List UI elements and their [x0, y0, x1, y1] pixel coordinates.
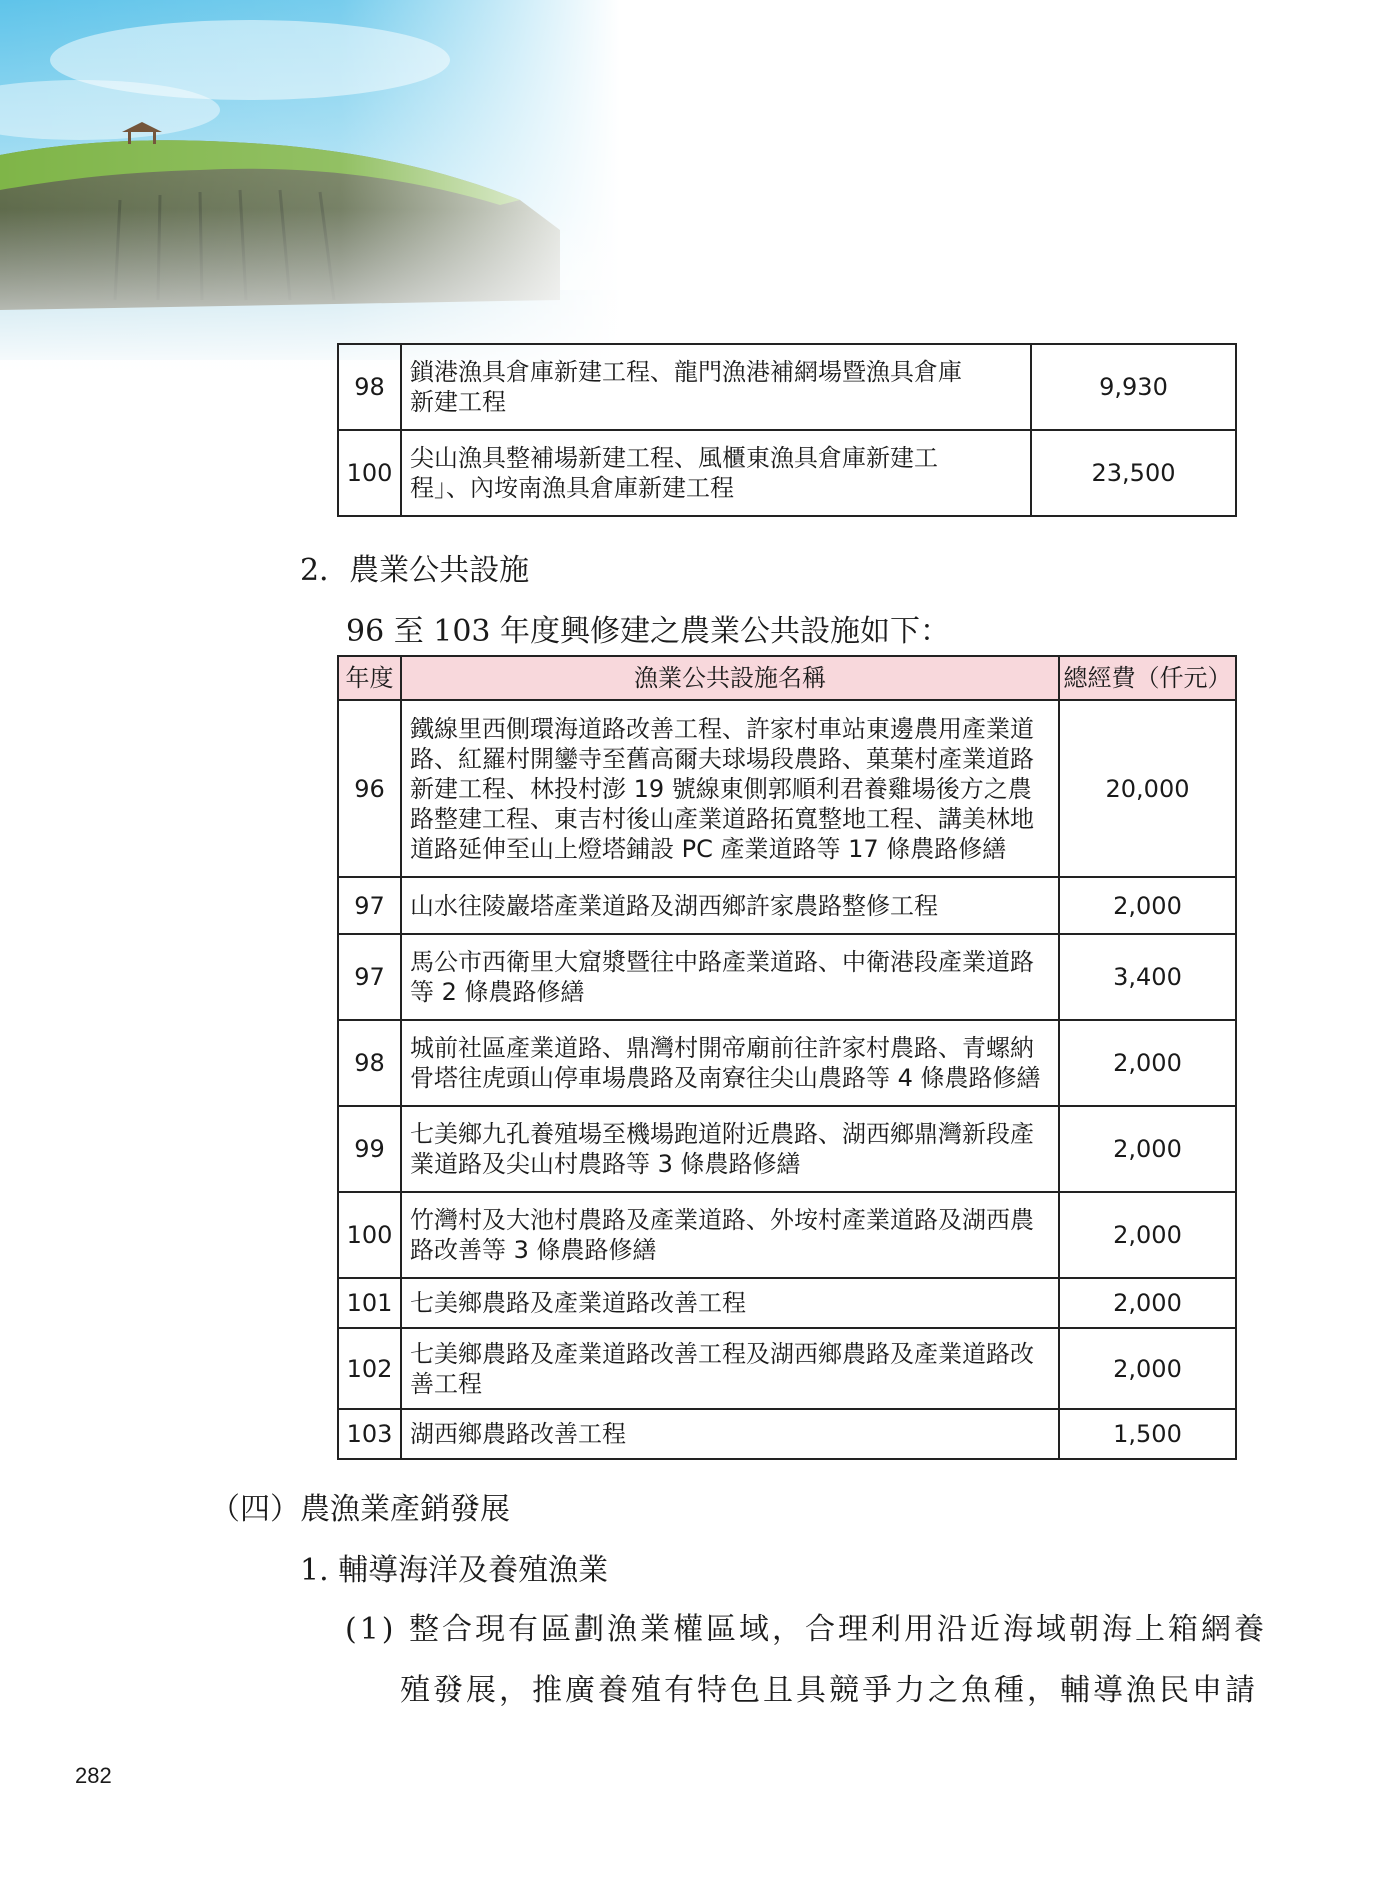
table-row — [338, 430, 1236, 516]
section-intro-text: 96 至 103 年度興修建之農業公共設施如下： — [346, 614, 951, 649]
cell-name-line: 山水往陵巖塔產業道路及湖西鄉許家農路整修工程 — [410, 891, 938, 920]
cell-facility-name — [401, 1328, 1059, 1409]
cell-name-line: 七美鄉農路及產業道路改善工程及湖西鄉農路及產業道路改 — [410, 1339, 1034, 1368]
cell-name-line: 新建工程 — [410, 388, 506, 416]
cell-amount: 9,930 — [1031, 344, 1236, 430]
header-amount: 總經費（仟元） — [1059, 656, 1236, 700]
cell-name-line: 骨塔往虎頭山停車場農路及南寮往尖山農路等 4 條農路修繕 — [410, 1064, 1041, 1092]
cell-year: 102 — [338, 1328, 401, 1409]
cell-facility-name — [401, 934, 1059, 1020]
cell-amount: 2,000 — [1059, 1328, 1236, 1409]
cell-facility-name — [401, 1106, 1059, 1192]
cell-amount: 2,000 — [1059, 1192, 1236, 1278]
cell-amount: 3,400 — [1059, 934, 1236, 1020]
table-row — [338, 1106, 1236, 1192]
table-header-row — [338, 656, 1236, 700]
cell-amount: 2,000 — [1059, 1020, 1236, 1106]
cell-amount: 2,000 — [1059, 877, 1236, 934]
cell-year: 100 — [338, 430, 401, 516]
cell-name-line: 馬公市西衛里大窟漿暨往中路產業道路、中衛港段產業道路 — [410, 948, 1034, 976]
cell-amount: 2,000 — [1059, 1278, 1236, 1328]
table-row — [338, 344, 1236, 430]
cell-name-line: 路改善等 3 條農路修繕 — [410, 1236, 657, 1264]
cell-amount: 2,000 — [1059, 1106, 1236, 1192]
cell-amount: 1,500 — [1059, 1409, 1236, 1459]
table-row — [338, 1020, 1236, 1106]
table-row — [338, 1409, 1236, 1459]
cell-name-line: 城前社區產業道路、鼎灣村開帝廟前往許家村農路、青螺納 — [410, 1034, 1034, 1062]
cell-facility-name — [401, 344, 1031, 430]
cell-year: 101 — [338, 1278, 401, 1328]
table-row — [338, 1278, 1236, 1328]
cell-facility-name — [401, 1020, 1059, 1106]
cell-name-line: 程」、內垵南漁具倉庫新建工程 — [410, 474, 734, 502]
cell-year: 103 — [338, 1409, 401, 1459]
cell-name-line: 業道路及尖山村農路等 3 條農路修繕 — [410, 1150, 801, 1178]
cell-name-line: 新建工程、林投村澎 19 號線東側郭順利君養雞場後方之農 — [410, 774, 1032, 803]
header-name: 漁業公共設施名稱 — [401, 656, 1059, 700]
cell-name-line: 湖西鄉農路改善工程 — [410, 1420, 626, 1448]
cell-name-line: 七美鄉九孔養殖場至機場跑道附近農路、湖西鄉鼎灣新段產 — [410, 1120, 1034, 1148]
cell-name-line: 路整建工程、東吉村後山產業道路拓寬整地工程、講美林地 — [410, 804, 1034, 833]
cell-name-line: 鐵線里西側環海道路改善工程、許家村車站東邊農用產業道 — [410, 714, 1034, 743]
cell-year: 97 — [338, 877, 401, 934]
table-row — [338, 934, 1236, 1020]
cell-facility-name — [401, 700, 1059, 877]
subsection-heading-fisheries: 1. 輔導海洋及養殖漁業 — [300, 1553, 609, 1588]
cell-name-line: 等 2 條農路修繕 — [410, 978, 585, 1006]
cell-amount: 20,000 — [1059, 700, 1236, 877]
table-row — [338, 700, 1236, 877]
fishery-facilities-table-continued — [337, 343, 1237, 517]
cell-name-line: 七美鄉農路及產業道路改善工程 — [410, 1289, 746, 1317]
table-row — [338, 1328, 1236, 1409]
cell-facility-name — [401, 877, 1059, 934]
table-row — [338, 1192, 1236, 1278]
cell-year: 96 — [338, 700, 401, 877]
table-row — [338, 877, 1236, 934]
paragraph-line-2: 殖發展，推廣養殖有特色且具競爭力之魚種，輔導漁民申請 — [400, 1673, 1258, 1708]
cell-name-line: 竹灣村及大池村農路及產業道路、外垵村產業道路及湖西農 — [410, 1206, 1034, 1234]
cell-name-line: 道路延伸至山上燈塔鋪設 PC 產業道路等 17 條農路修繕 — [410, 834, 1007, 863]
cell-facility-name — [401, 1409, 1059, 1459]
cell-year: 98 — [338, 1020, 401, 1106]
cell-year: 98 — [338, 344, 401, 430]
cell-year: 99 — [338, 1106, 401, 1192]
section-heading-marketing: （四）農漁業產銷發展 — [210, 1492, 510, 1527]
cell-year: 100 — [338, 1192, 401, 1278]
agri-facilities-table — [337, 655, 1237, 1460]
cell-facility-name — [401, 1278, 1059, 1328]
page-number: 282 — [75, 1763, 112, 1788]
header-year: 年度 — [338, 656, 401, 700]
cell-name-line: 尖山漁具整補場新建工程、風櫃東漁具倉庫新建工 — [410, 444, 938, 472]
paragraph-line-1: (1) 整合現有區劃漁業權區域，合理利用沿近海域朝海上箱網養 — [345, 1612, 1268, 1647]
cell-name-line: 善工程 — [410, 1369, 482, 1398]
cell-name-line: 路、紅羅村開鑾寺至舊高爾夫球場段農路、菓葉村產業道路 — [410, 744, 1034, 773]
cell-amount: 23,500 — [1031, 430, 1236, 516]
cell-year: 97 — [338, 934, 401, 1020]
cell-facility-name — [401, 430, 1031, 516]
section-heading-agri-facilities: 2．農業公共設施 — [300, 553, 530, 588]
cell-name-line: 鎖港漁具倉庫新建工程、龍門漁港補網場暨漁具倉庫 — [410, 358, 962, 386]
header-landscape-image — [0, 0, 620, 380]
cell-facility-name — [401, 1192, 1059, 1278]
